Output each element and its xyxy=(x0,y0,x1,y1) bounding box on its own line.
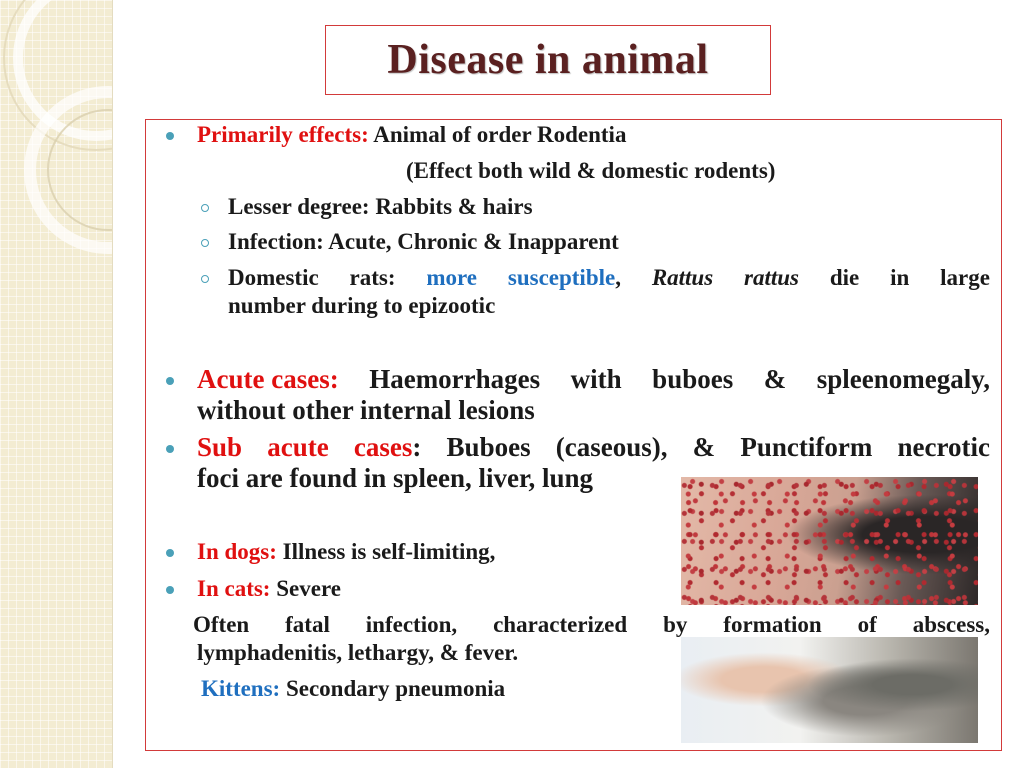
word: spleenomegaly, xyxy=(816,364,990,394)
dogs-label: In dogs: xyxy=(197,539,277,564)
species-word: Rattus xyxy=(651,265,714,290)
word: formation xyxy=(723,612,822,637)
word: Often xyxy=(193,612,250,637)
primarily-effects-label: Primarily effects: xyxy=(197,122,369,147)
bullet-icon xyxy=(166,132,174,140)
word: with xyxy=(570,364,622,394)
kittens-label: Kittens: xyxy=(201,676,281,701)
word: abscess, xyxy=(912,612,990,637)
sub-bullet-icon xyxy=(201,275,209,283)
decorative-circles xyxy=(0,0,112,768)
word: buboes xyxy=(652,364,734,394)
bullet-icon xyxy=(166,586,174,594)
word: by xyxy=(663,612,688,637)
title-box xyxy=(325,25,771,95)
domestic-rats-line2: number during to epizootic xyxy=(228,293,496,318)
word: more xyxy=(426,265,478,290)
word: susceptible xyxy=(507,265,616,290)
subacute-cases-line xyxy=(197,432,990,463)
lesser-degree-item: Lesser degree: Rabbits & hairs xyxy=(228,194,533,219)
acute-cases-line xyxy=(197,364,990,395)
word: cases xyxy=(353,432,413,462)
word: large xyxy=(940,265,990,290)
word: necrotic xyxy=(897,432,990,462)
cats-text: Severe xyxy=(276,576,341,601)
sub-bullet-icon xyxy=(201,204,209,212)
slide-title: Disease in animal xyxy=(387,37,709,83)
acute-cases-line2: without other internal lesions xyxy=(197,395,535,425)
rodents-note: (Effect both wild & domestic rodents) xyxy=(406,158,776,183)
bullet-icon xyxy=(166,377,174,385)
bullet-icon xyxy=(166,445,174,453)
colon: : xyxy=(412,432,422,462)
word: acute xyxy=(267,432,329,462)
word: rats: xyxy=(349,265,396,290)
infection-item: Infection: Acute, Chronic & Inapparent xyxy=(228,229,619,254)
subacute-cases-line2: foci are found in spleen, liver, lung xyxy=(197,463,594,493)
word: & xyxy=(763,364,787,394)
word: Haemorrhages xyxy=(369,364,541,394)
word: Domestic xyxy=(228,265,319,290)
dogs-text: Illness is self-limiting, xyxy=(282,539,496,564)
cat-medication-photo xyxy=(681,637,978,743)
word: in xyxy=(890,265,910,290)
cats-label: In cats: xyxy=(197,576,271,601)
word: Sub xyxy=(197,432,243,462)
decorative-side-band xyxy=(0,0,113,768)
acute-cases-label: Acute cases: xyxy=(197,364,339,394)
bullet-icon xyxy=(166,549,174,557)
word: infection, xyxy=(365,612,458,637)
word: of xyxy=(857,612,877,637)
domestic-rats-line xyxy=(228,265,990,291)
often-fatal-line2: lymphadenitis, lethargy, & fever. xyxy=(197,640,519,665)
word: (caseous), xyxy=(555,432,668,462)
kittens-text: Secondary pneumonia xyxy=(285,676,506,701)
kittens-line xyxy=(201,676,505,702)
word: Punctiform xyxy=(740,432,873,462)
word: die xyxy=(829,265,860,290)
species-word: rattus xyxy=(744,265,800,290)
sub-bullet-icon xyxy=(201,239,209,247)
rodent-skin-haemorrhage-photo xyxy=(681,477,978,605)
cats-line xyxy=(197,576,341,602)
often-fatal-line xyxy=(193,612,990,638)
primarily-effects-text: Animal of order Rodentia xyxy=(373,122,627,147)
primarily-effects-line xyxy=(197,122,626,148)
word: Buboes xyxy=(446,432,531,462)
word: characterized xyxy=(493,612,628,637)
comma: , xyxy=(615,265,621,290)
dogs-line xyxy=(197,539,495,565)
word: & xyxy=(692,432,716,462)
word: fatal xyxy=(285,612,330,637)
